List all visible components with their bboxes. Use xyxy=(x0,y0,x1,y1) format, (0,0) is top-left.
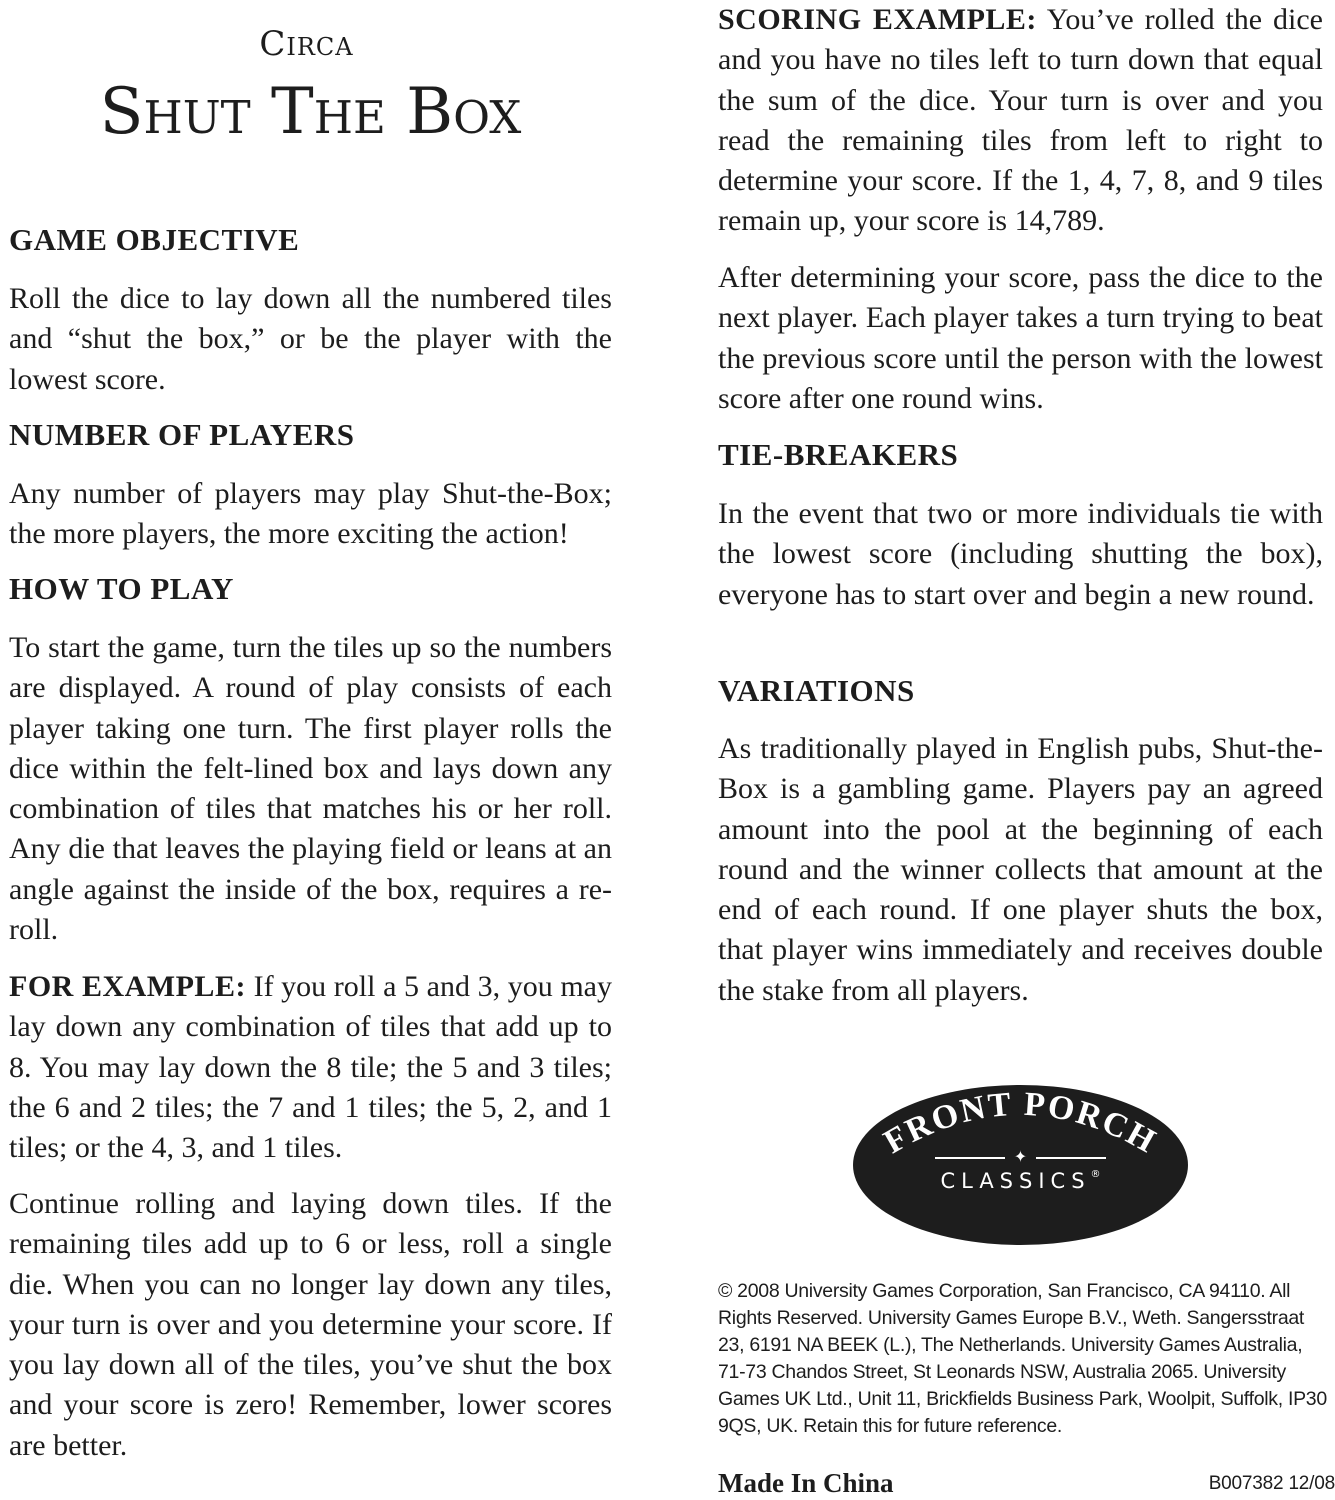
paragraph-after-score: After determining your score, pass the dice to the next player. Each player takes a turn trying to beat the previous score until the person with the lowest score after one round wins. xyxy=(718,261,1323,415)
paragraph-for-example xyxy=(9,967,612,1168)
lead-scoring-example: SCORING EXAMPLE: xyxy=(718,3,1037,36)
heading-tie-breakers: TIE-BREAKERS xyxy=(718,437,959,472)
item-code: B007382 12/08 xyxy=(1208,1473,1335,1494)
logo-star-icon: ✦ xyxy=(1013,1147,1028,1166)
logo-bottom-text xyxy=(853,1169,1188,1193)
registered-mark: ® xyxy=(1090,1169,1101,1180)
game-title xyxy=(9,22,612,148)
logo-classics-word: CLASSICS xyxy=(940,1169,1091,1193)
paragraph-continue-rolling: Continue rolling and laying down tiles. If the remaining tiles add up to 6 or less, roll a single die. When you can no longer lay down any tiles, your turn is over and you determine your score. If you lay down all of the tiles, you’ve shut the box and your score is zero! Remember, lower scores are better. xyxy=(9,1187,612,1462)
heading-variations: VARIATIONS xyxy=(718,673,915,708)
heading-how-to-play: HOW TO PLAY xyxy=(9,571,234,606)
paragraph-game-objective: Roll the dice to lay down all the numbered tiles and “shut the box,” or be the player with the lowest score. xyxy=(9,282,612,396)
heading-game-objective: GAME OBJECTIVE xyxy=(9,222,300,257)
title-circa: Circa xyxy=(259,24,354,64)
heading-number-of-players: NUMBER OF PLAYERS xyxy=(9,417,355,452)
title-shut-the-box: Shut The Box xyxy=(99,75,522,149)
paragraph-scoring-example xyxy=(718,0,1323,242)
paragraph-tie-breakers: In the event that two or more individuals tie with the lowest score (including shutting the box), everyone has to start over and begin a new round. xyxy=(718,497,1323,611)
logo-top-text: FRONT PORCH xyxy=(877,1085,1163,1162)
paragraph-number-of-players: Any number of players may play Shut-the-Box; the more players, the more exciting the action! xyxy=(9,477,612,551)
paragraph-how-to-play: To start the game, turn the tiles up so the numbers are displayed. A round of play consists of each player taking one turn. The first player rolls the dice within the felt-lined box and lays down any combination of tiles that matches his or her roll. Any die that leaves the playing field or leans at an angle against the inside of the box, requires a re-roll. xyxy=(9,631,612,947)
front-porch-classics-logo xyxy=(853,1085,1188,1245)
made-in-label: Made In China xyxy=(718,1468,894,1498)
text-for-example: If you roll a 5 and 3, you may lay down any combination of tiles that add up to 8. You may lay down the 8 tile; the 5 and 3 tiles; the 6 and 2 tiles; the 7 and 1 tiles; the 5, 2, and 1 tiles; or the 4, 3, and 1 tiles. xyxy=(9,970,612,1165)
lead-for-example: FOR EXAMPLE: xyxy=(9,970,246,1003)
copyright-notice: © 2008 University Games Corporation, San Francisco, CA 94110. All Rights Reserved. University Games Europe B.V., Weth. Sangersstraat 23, 6191 NA BEEK (L.), The Netherlands. University Games Australia, 71-73 Chandos Street, St Leonards NSW, Australia 2065. University Games UK Ltd., Unit 11, Brickfields Business Park, Woolpit, Suffolk, IP30 9QS, UK. Retain this for future reference. xyxy=(718,1280,1327,1437)
text-scoring-example: You’ve rolled the dice and you have no tiles left to turn down that equal the sum of the dice. Your turn is over and you read the remaining tiles from left to right to determine your score. If the 1, 4, 7, 8, and 9 tiles remain up, your score is 14,789. xyxy=(718,3,1323,238)
paragraph-variations: As traditionally played in English pubs, Shut-the-Box is a gambling game. Players pay an agreed amount into the pool at the beginning of each round and the winner collects that amount at the end of each round. If one player shuts the box, that player wins immediately and receives double the stake from all players. xyxy=(718,732,1323,1007)
